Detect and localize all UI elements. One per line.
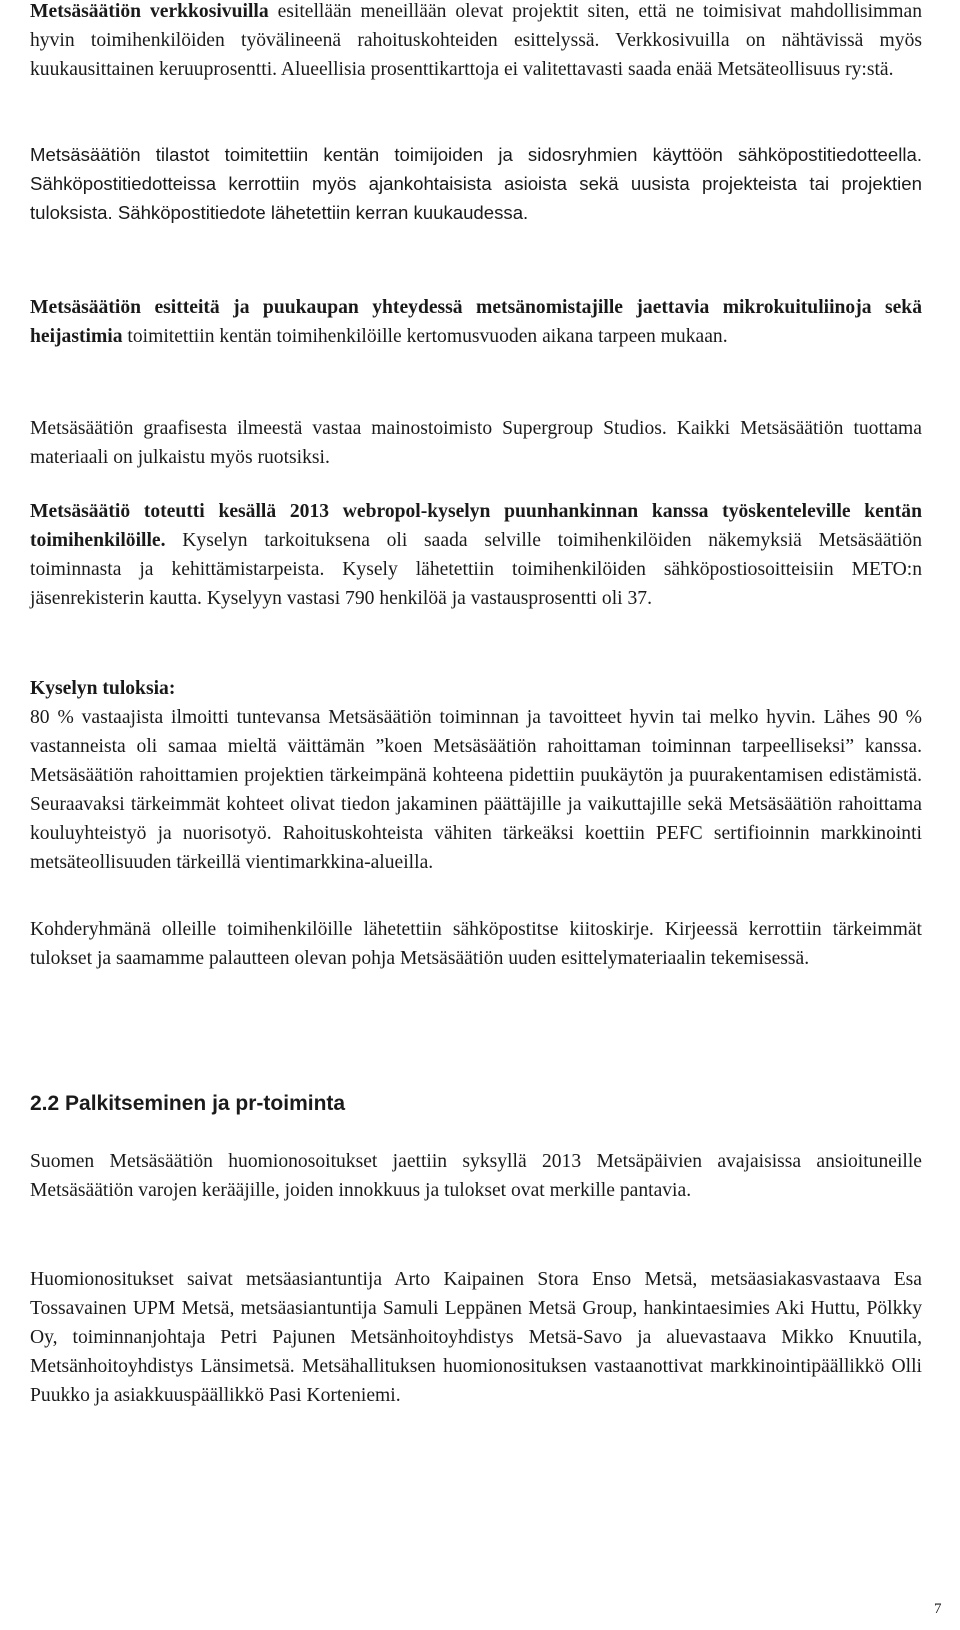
section-heading: 2.2 Palkitseminen ja pr-toiminta [30, 1092, 346, 1115]
recipients-paragraph: Huomionositukset saivat metsäasiantuntija Arto Kaipainen Stora Enso Metsä, metsäasiakasvastaava Esa Tossavainen UPM Metsä, metsäasiantuntija Samuli Leppänen Metsä Group, hankintaesimies Aki Huttu, Pölkky Oy, toiminnanjohtaja Petri Pajunen Metsänhoitoyhdistys Metsä-Savo ja aluevastaava Mikko Knuutila, Metsänhoitoyhdistys Länsimetsä. Metsähallituksen huomionosituksen vastaanottivat markkinointipäällikkö Olli Puukko ja asiakkuuspäällikkö Pasi Korteniemi. [30, 1269, 922, 1406]
intro-lead: Metsäsäätiön verkkosivuilla [30, 1, 269, 22]
results-text-1: 80 % vastaajista ilmoitti tuntevansa Metsäsäätiön toiminnan ja tavoitteet hyvin tai melko hyvin. Lähes 90 % vastanneista oli samaa mieltä väittämän ”koen Metsäsäätiön rahoittaman toiminnan tarpeelliseksi” kanssa [30, 707, 922, 757]
results-paragraph [30, 703, 922, 877]
graphics-paragraph: Metsäsäätiön graafisesta ilmeestä vastaa mainostoimisto Supergroup Studios. Kaikki Metsäsäätiön tuottama materiaali on julkaistu myös ruotsiksi. [30, 418, 922, 468]
thanks-letter-paragraph: Kohderyhmänä olleille toimihenkilöille lähetettiin sähköpostitse kiitoskirje. Kirjeessä kerrottiin tärkeimmät tulokset ja saamamme palautteen olevan pohja Metsäsäätiön uuden esittelymateriaalin tekemisessä. [30, 919, 922, 969]
survey-paragraph [30, 497, 922, 613]
results-heading: Kyselyn tuloksia: [30, 678, 176, 699]
page-number: 7 [934, 1601, 942, 1617]
results-text-2: . Metsäsäätiön rahoittamien projektien tärkeimpänä kohteena pidettiin puukäytön ja puurakentamisen edistämistä. Seuraavaksi tärkeimmät kohteet olivat tiedon jakaminen päättäjille ja vaikuttajille sekä Metsäsäätiön rahoittama kouluyhteistyö ja nuorisotyö. Rahoituskohteista vähiten tärkeäksi koettiin PEFC sertifioinnin markkinointi metsäteollisuuden tärkeillä vientimarkkina-alueilla. [30, 736, 922, 873]
newsletter-paragraph: Metsäsäätiön tilastot toimitettiin kentän toimijoiden ja sidosryhmien käyttöön sähköpostitiedotteella. Sähköpostitiedotteissa kerrottiin myös ajankohtaisista asioista sekä uusista projekteista tai projektien tuloksista. Sähköpostitiedote lähetettiin kerran kuukaudessa. [30, 144, 922, 223]
survey-text: Kyselyn tarkoituksena oli saada selville toimihenkilöiden näkemyksiä Metsäsäätiön toiminnasta ja kehittämistarpeista. Kysely lähetettiin toimihenkilöiden sähköpostiosoitteisiin METO:n jäsenrekisterin kautta. Kyselyyn vastasi 790 henkilöä ja vastausprosentti oli 37. [30, 530, 922, 609]
brochures-paragraph [30, 293, 922, 351]
brochures-text: toimitettiin kentän toimihenkilöille kertomusvuoden aikana tarpeen mukaan. [122, 326, 728, 347]
survey-lead: Metsäsäätiö toteutti kesällä 2013 webropol-kyselyn puunhankinnan kanssa työskenteleville kentän toimihenkilöille. [30, 501, 922, 551]
intro-paragraph [30, 0, 922, 84]
awards-paragraph: Suomen Metsäsäätiön huomionosoitukset jaettiin syksyllä 2013 Metsäpäivien avajaisissa ansioituneille Metsäsäätiön varojen kerääjille, joiden innokkuus ja tulokset ovat merkille pantavia. [30, 1151, 922, 1201]
brochures-lead: Metsäsäätiön esitteitä ja puukaupan yhteydessä metsänomistajille jaettavia mikrokuituliinoja sekä heijastimia [30, 297, 922, 347]
intro-text: esitellään meneillään olevat projektit siten, että ne toimisivat mahdollisimman hyvin toimihenkilöiden työvälineenä rahoituskohteiden esittelyssä. Verkkosivuilla on nähtävissä myös kuukausittainen keruuprosentti. Alueellisia prosenttikarttoja ei valitettavasti saada enää Metsäteollisuus ry:stä. [30, 1, 923, 80]
